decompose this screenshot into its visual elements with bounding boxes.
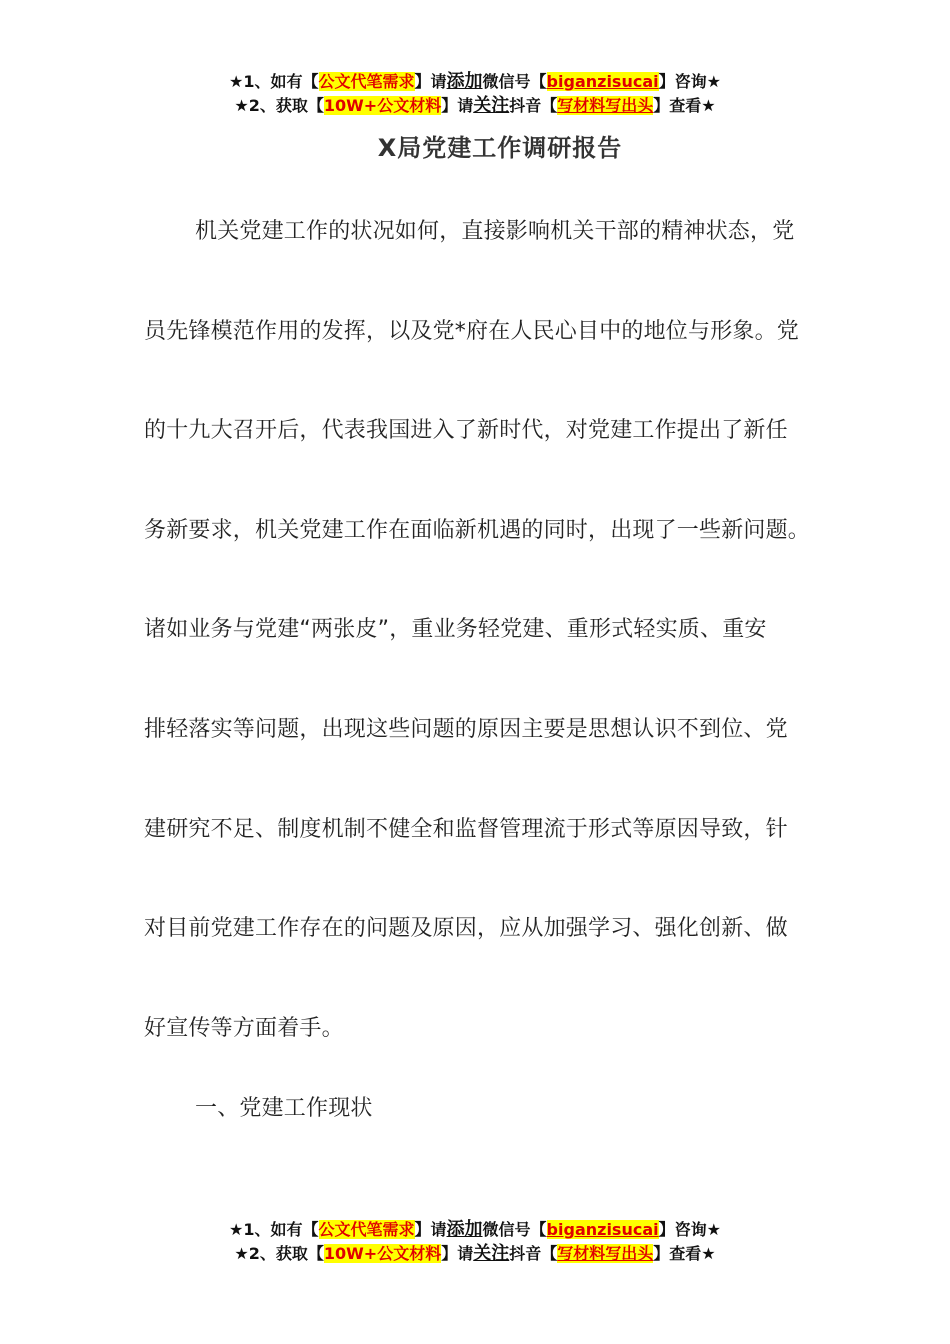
- banner-line-2: ★2、获取【10W+公文材料】请关注抖音【写材料写出头】查看★: [234, 95, 716, 116]
- wechat-id: biganzisucai: [546, 72, 659, 91]
- paragraph-line: 诸如业务与党建“两张皮”，重业务轻党建、重形式轻实质、重安: [144, 617, 767, 642]
- banner-line-1: ★1、如有【公文代笔需求】请添加微信号【biganzisucai】咨询★: [229, 1219, 721, 1240]
- douyin-id: 写材料写出头: [557, 1244, 654, 1263]
- paragraph-line: 的十九大召开后，代表我国进入了新时代，对党建工作提出了新任: [144, 418, 788, 443]
- header-banner: [0, 70, 950, 118]
- banner-line-2: ★2、获取【10W+公文材料】请关注抖音【写材料写出头】查看★: [234, 1243, 716, 1264]
- service-highlight: 公文代笔需求: [318, 72, 415, 91]
- banner-line-1: ★1、如有【公文代笔需求】请添加微信号【biganzisucai】咨询★: [229, 71, 721, 92]
- paragraph-line: 务新要求，机关党建工作在面临新机遇的同时，出现了一些新问题。: [144, 518, 811, 543]
- service-highlight: 公文代笔需求: [318, 1220, 415, 1239]
- paragraph-line: 好宣传等方面着手。: [144, 1016, 344, 1041]
- paragraph-line: 对目前党建工作存在的问题及原因，应从加强学习、强化创新、做: [144, 916, 788, 941]
- paragraph-line: 机关党建工作的状况如何，直接影响机关干部的精神状态，党: [195, 219, 795, 244]
- paragraph-line: 员先锋模范作用的发挥，以及党*府在人民心目中的地位与形象。党: [144, 319, 800, 344]
- footer-banner: [0, 1218, 950, 1266]
- document-title: X局党建工作调研报告: [377, 134, 623, 162]
- material-highlight: 10W+公文材料: [323, 1244, 442, 1263]
- paragraph-line: 建研究不足、制度机制不健全和监督管理流于形式等原因导致，针: [144, 817, 788, 842]
- douyin-id: 写材料写出头: [557, 96, 654, 115]
- material-highlight: 10W+公文材料: [323, 96, 442, 115]
- section-heading: 一、党建工作现状: [195, 1096, 373, 1121]
- wechat-id: biganzisucai: [546, 1220, 659, 1239]
- paragraph-line: 排轻落实等问题，出现这些问题的原因主要是思想认识不到位、党: [144, 717, 788, 742]
